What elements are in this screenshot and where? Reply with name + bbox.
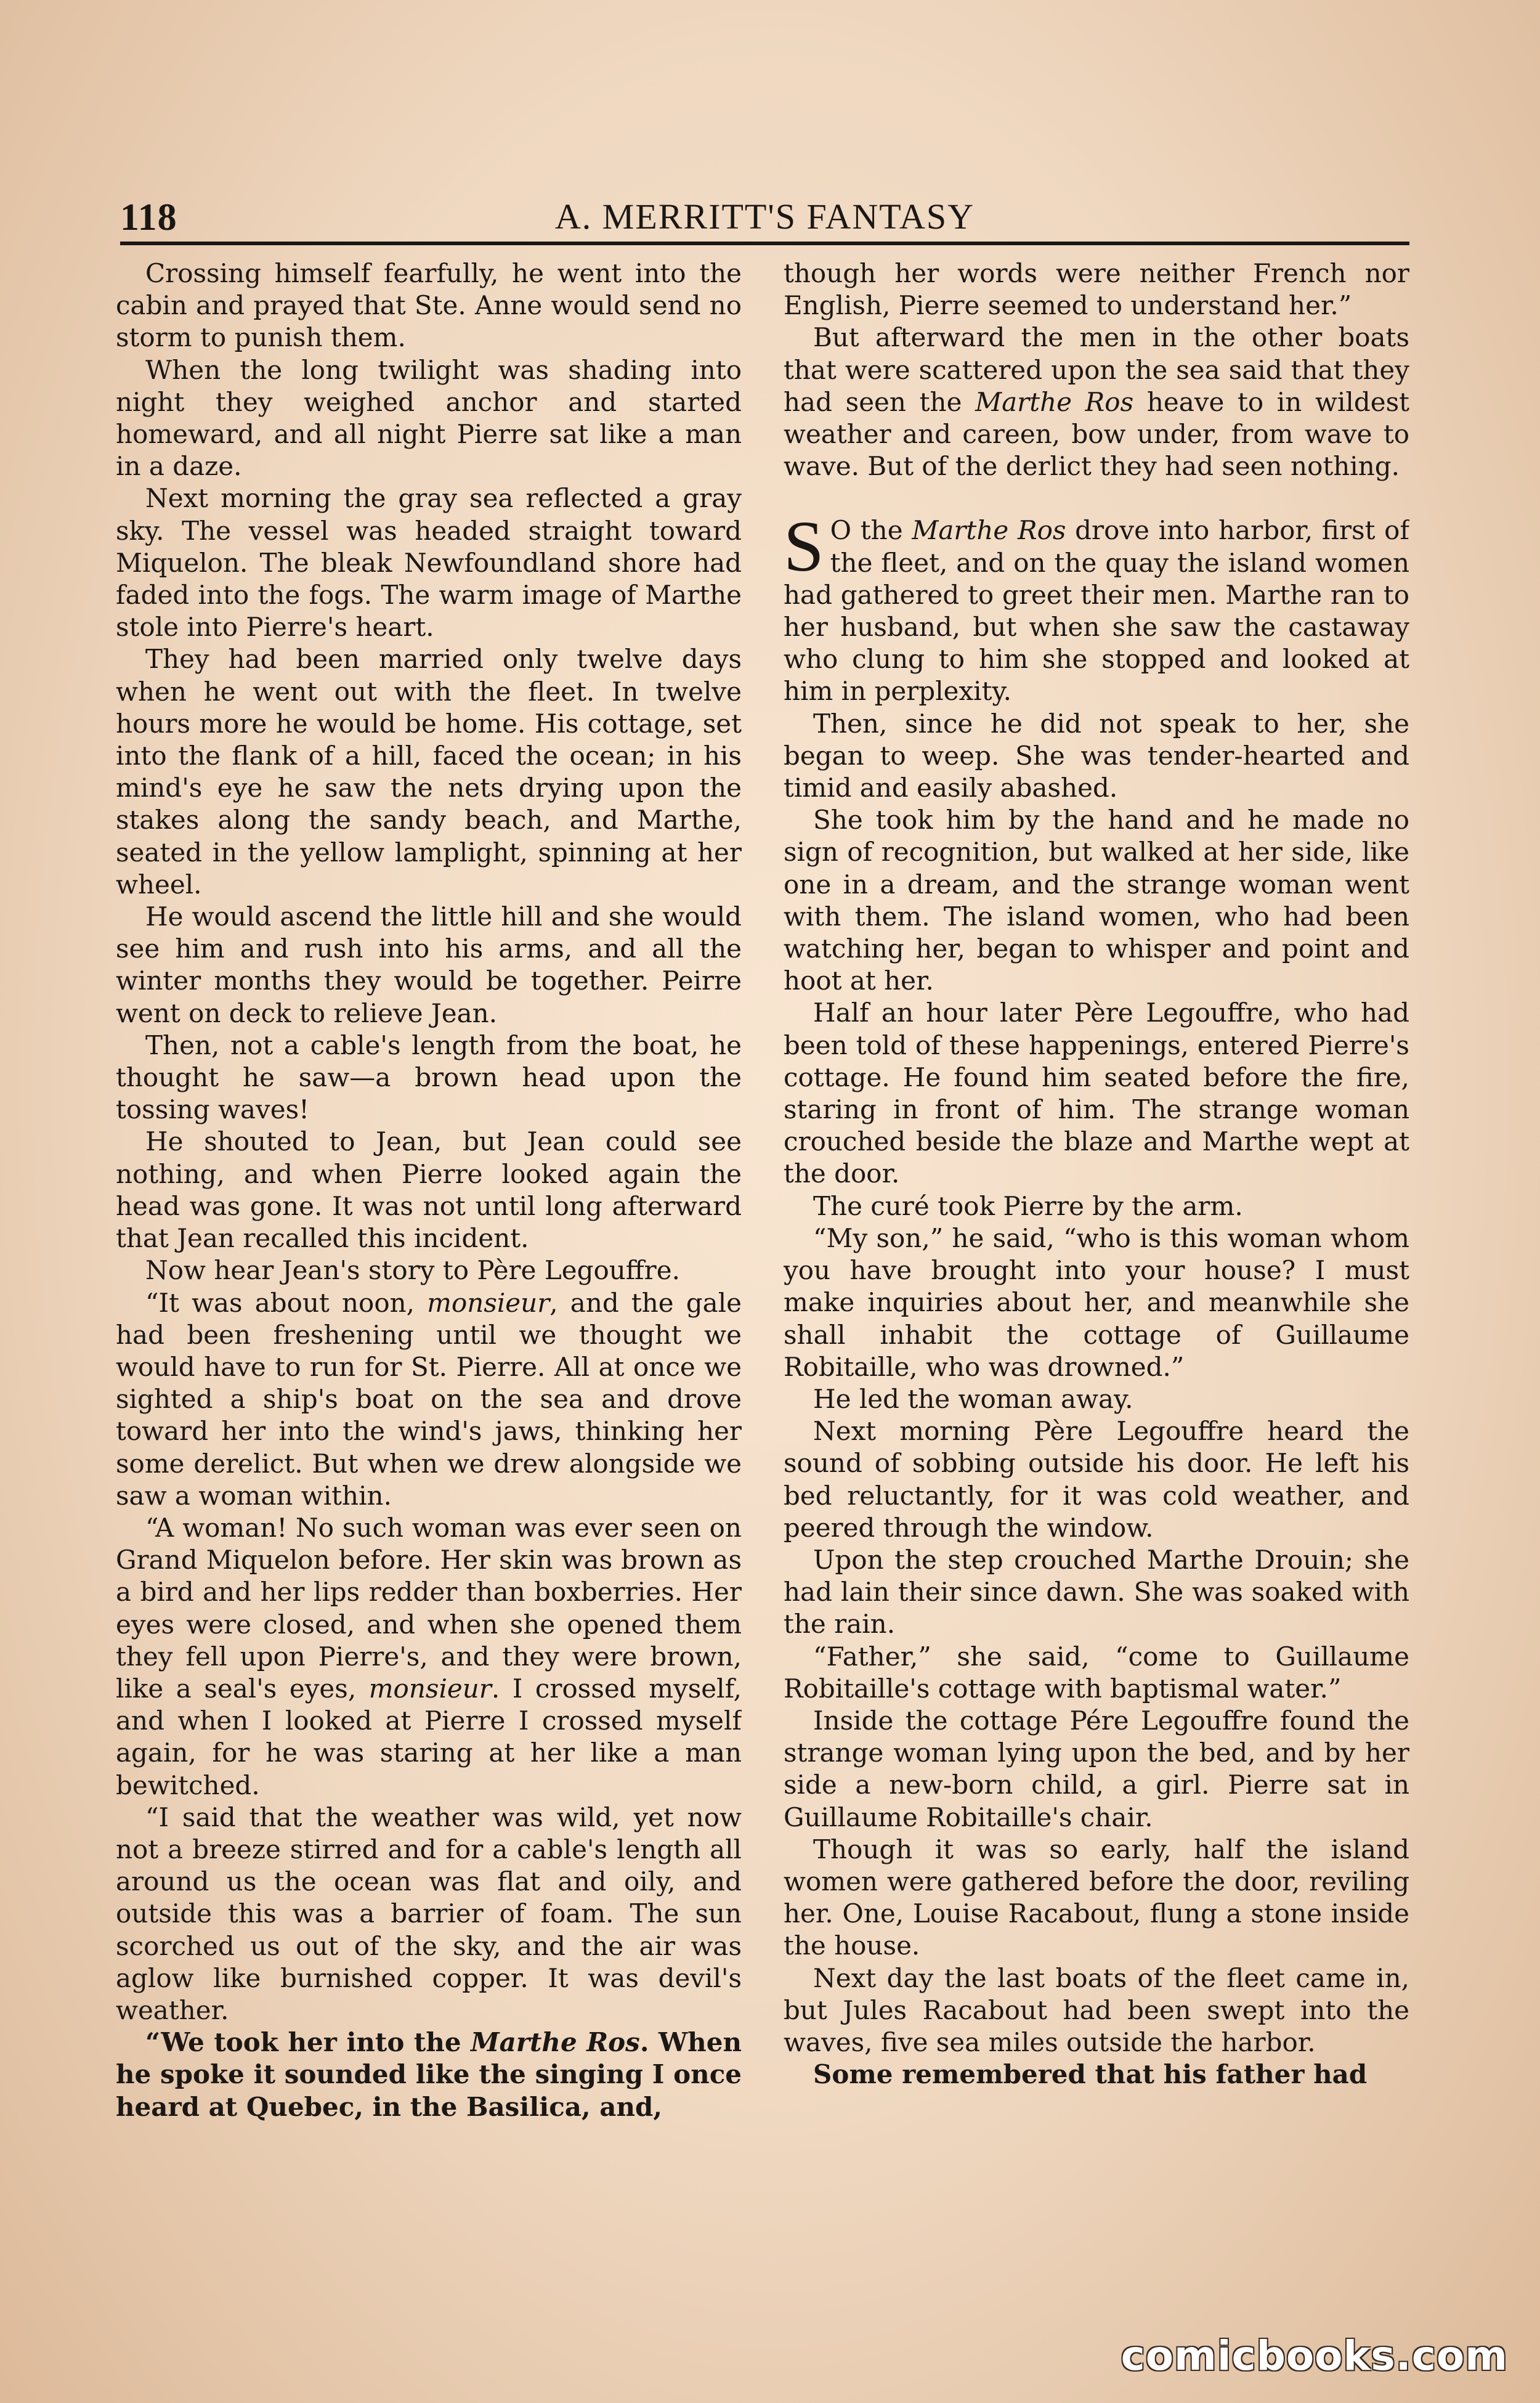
paragraph: They had been married only twelve days when he went out with the fleet. In twelve hours more he would be home. His cottage, set into the flank of a hill, faced the ocean; in his mind's eye he saw the nets drying upon the stakes along the sandy beach, and Marthe, seated in the yellow lamplight, spinning at her wheel. (116, 644, 742, 900)
paragraph: Upon the step crouched Marthe Drouin; she had lain their since dawn. She was soaked with the rain. (784, 1544, 1409, 1640)
paragraph: though her words were neither French nor English, Pierre seemed to understand her.” (784, 258, 1409, 321)
paragraph: “Father,” she said, “come to Guillaume Robitaille's cottage with baptismal water.” (784, 1641, 1409, 1704)
paragraph: Then, not a cable's length from the boat, he thought he saw—a brown head upon the tossing waves! (116, 1030, 742, 1125)
paragraph: “My son,” he said, “who is this woman whom you have brought into your house? I must make inquiries about her, and meanwhile she shall inhabit the cottage of Guillaume Robitaille, who was drowned.” (784, 1222, 1409, 1382)
paragraph: When the long twilight was shading into night they weighed anchor and started homeward, and all night Pierre sat like a man in a daze. (116, 354, 742, 482)
paragraph-text: O the Marthe Ros drove into harbor, first of the fleet, and on the quay the island women had gathered to greet their men. Marthe ran to her husband, but when she saw the castaway who clung to him she stopped and looked at him in perplexity. (784, 515, 1409, 707)
paragraph (784, 506, 1409, 707)
site-watermark: comicbooks.com (1121, 2332, 1508, 2380)
paragraph: “A woman! No such woman was ever seen on Grand Miquelon before. Her skin was brown as a bird and her lips redder than boxberries. Her eyes were closed, and when she opened them they fell upon Pierre's, and they were brown, like a seal's eyes, monsieur. I crossed myself, and when I looked at Pierre I crossed myself again, for he was staring at her like a man bewitched. (116, 1512, 742, 1800)
section-break (784, 482, 1409, 514)
paragraph: The curé took Pierre by the arm. (813, 1190, 1243, 1221)
paragraph: Then, since he did not speak to her, she began to weep. She was tender-hearted and timid and easily abashed. (784, 708, 1409, 803)
paragraph: Though it was so early, half the island women were gathered before the door, reviling her. One, Louise Racabout, flung a stone inside the house. (784, 1834, 1409, 1961)
header-rule (120, 242, 1409, 245)
paragraph: Crossing himself fearfully, he went into the cabin and prayed that Ste. Anne would send no storm to punish them. (116, 258, 742, 353)
right-column (784, 258, 1409, 2211)
paragraph: He would ascend the little hill and she would see him and rush into his arms, and all the winter months they would be together. Peirre went on deck to relieve Jean. (116, 901, 742, 1028)
paragraph: But afterward the men in the other boats that were scattered upon the sea said that they had seen the Marthe Ros heave to in wildest weather and careen, bow under, from wave to wave. But of the derlict they had seen nothing. (784, 322, 1409, 482)
paragraph: He led the woman away. (813, 1383, 1133, 1414)
paragraph: “We took her into the Marthe Ros. When he spoke it sounded like the singing I once heard at Quebec, in the Basilica, and, (116, 2027, 742, 2122)
page-header (120, 196, 1409, 240)
paragraph: “It was about noon, monsieur, and the gale had been freshening until we thought we would have to run for St. Pierre. All at once we sighted a ship's boat on the sea and drove toward her into the wind's jaws, thinking her some derelict. But when we drew alongside we saw a woman within. (116, 1287, 742, 1511)
paragraph: Inside the cottage Pére Legouffre found the strange woman lying upon the bed, and by her side a new-born child, a girl. Pierre sat in Guillaume Robitaille's chair. (784, 1705, 1409, 1832)
paragraph: She took him by the hand and he made no sign of recognition, but walked at her side, like one in a dream, and the strange woman went with them. The island women, who had been watching her, began to whisper and point and hoot at her. (784, 805, 1409, 996)
paragraph: Half an hour later Père Legouffre, who had been told of these happenings, entered Pierre's cottage. He found him seated before the fire, staring in front of him. The strange woman crouched beside the blaze and Marthe wept at the door. (784, 998, 1409, 1189)
left-column (116, 258, 742, 2211)
page-number: 118 (120, 197, 177, 238)
paragraph: “I said that the weather was wild, yet now not a breeze stirred and for a cable's length all around us the ocean was flat and oily, and outside this was a barrier of foam. The sun scorched us out of the sky, and the air was aglow like burnished copper. It was devil's weather. (116, 1802, 742, 2025)
running-title: A. MERRITT'S FANTASY (554, 197, 975, 237)
paragraph: He shouted to Jean, but Jean could see nothing, and when Pierre looked again the head was gone. It was not until long afterward that Jean recalled this incident. (116, 1126, 742, 1254)
paragraph: Now hear Jean's story to Père Legouffre. (145, 1255, 680, 1286)
drop-cap: S (784, 506, 824, 587)
paragraph: Some remembered that his father had (813, 2059, 1368, 2090)
paragraph: Next morning the gray sea reflected a gray sky. The vessel was headed straight toward Miquelon. The bleak Newfoundland shore had faded into the fogs. The warm image of Marthe stole into Pierre's heart. (116, 483, 742, 643)
paragraph: Next day the last boats of the fleet came in, but Jules Racabout had been swept into the waves, five sea miles outside the harbor. (784, 1962, 1409, 2057)
paragraph: Next morning Père Legouffre heard the sound of sobbing outside his door. He left his bed reluctantly, for it was cold weather, and peered through the window. (784, 1416, 1409, 1543)
